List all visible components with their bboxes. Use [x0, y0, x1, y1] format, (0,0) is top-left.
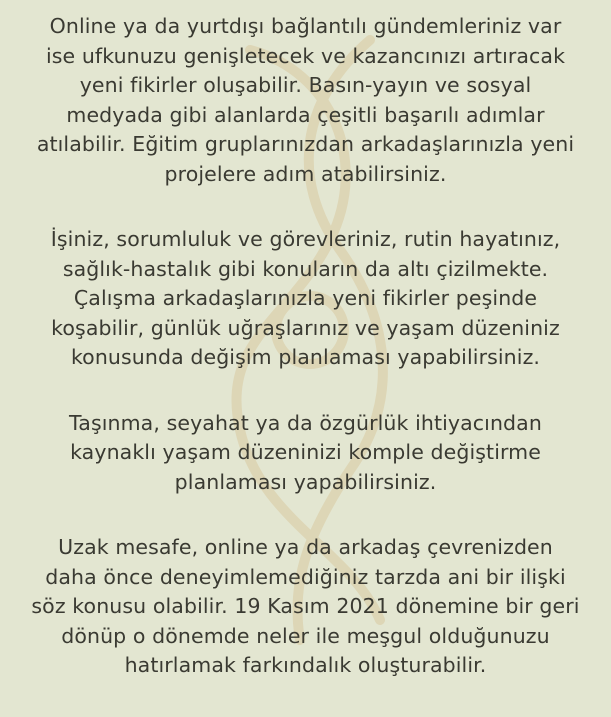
text-line: projelere adım atabilirsiniz. — [164, 161, 447, 186]
text-line: Taşınma, seyahat ya da özgürlük ihtiyacından — [69, 410, 542, 435]
paragraph-1 — [0, 12, 611, 189]
text-line: Online ya da yurtdışı bağlantılı gündemleriniz var — [49, 14, 562, 38]
horoscope-text-block — [0, 12, 611, 717]
text-line: söz konusu olabilir. 19 Kasım 2021 dönemine bir geri — [31, 594, 580, 618]
text-line: kaynaklı yaşam düzeninizi komple değiştirme — [70, 440, 541, 464]
text-line: daha önce deneyimlemediğiniz tarzda ani bir ilişki — [45, 564, 566, 589]
text-line: sağlık-hastalık gibi konuların da altı çizilmekte. — [62, 256, 549, 281]
text-line: dönüp o dönemde neler ile meşgul olduğunuzu — [61, 623, 550, 648]
text-line: hatırlamak farkındalık oluşturabilir. — [124, 653, 487, 677]
paragraph-2 — [0, 225, 611, 373]
text-line: ise ufkunuzu genişletecek ve kazancınızı artıracak — [45, 43, 566, 68]
text-line: atılabilir. Eğitim gruplarınızdan arkadaşlarınızla yeni — [36, 132, 575, 156]
paragraph-4 — [0, 533, 611, 681]
text-line: Çalışma arkadaşlarınızla yeni fikirler peşinde — [73, 286, 538, 310]
text-line: planlaması yapabilirsiniz. — [174, 469, 437, 494]
text-line: yeni fikirler oluşabilir. Basın-yayın ve sosyal — [79, 73, 532, 97]
text-line: medyada gibi alanlarda çeşitli başarılı adımlar — [66, 102, 545, 127]
paragraph-3 — [0, 409, 611, 498]
text-line: İşiniz, sorumluluk ve görevleriniz, rutin hayatınız, — [50, 227, 561, 251]
text-line: Uzak mesafe, online ya da arkadaş çevrenizden — [58, 535, 553, 559]
text-line: koşabilir, günlük uğraşlarınız ve yaşam düzeniniz — [51, 315, 560, 340]
text-line: konusunda değişim planlaması yapabilirsiniz. — [70, 345, 541, 369]
